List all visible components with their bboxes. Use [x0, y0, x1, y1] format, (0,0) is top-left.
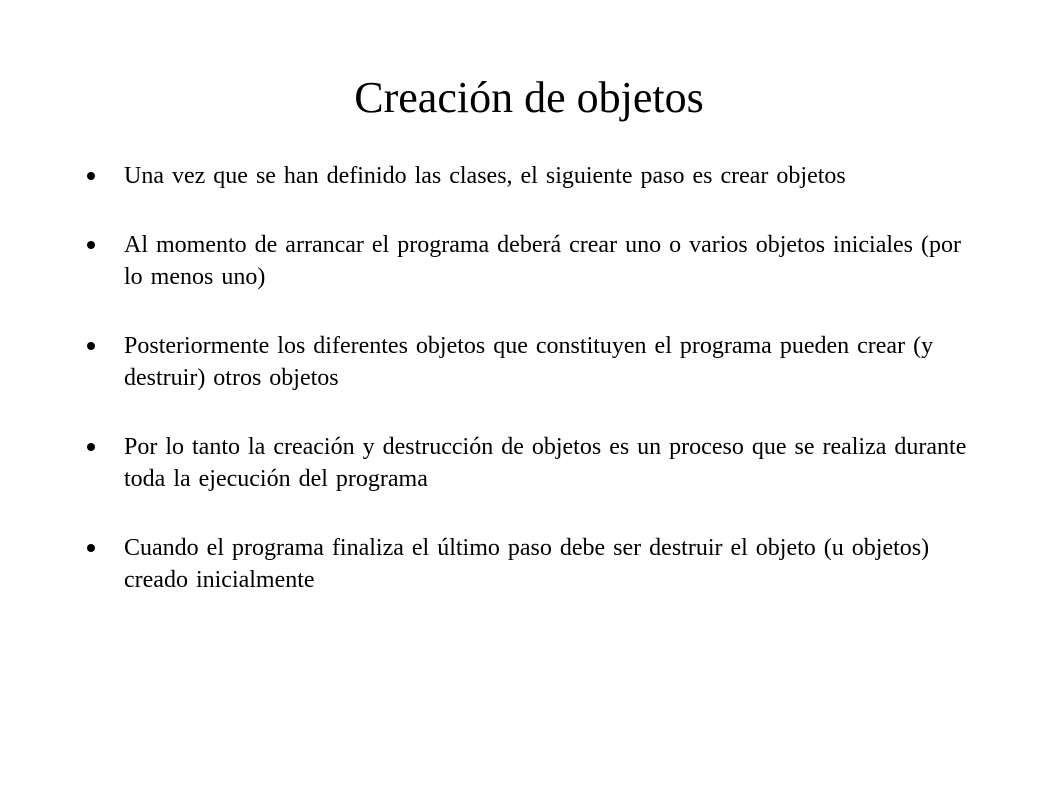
bullet-item: [86, 431, 986, 495]
slide-title: Creación de objetos: [354, 73, 704, 122]
bullet-item: [86, 160, 986, 192]
bullet-text: Una vez que se han definido las clases, el siguiente paso es crear objetos: [124, 163, 846, 189]
bullet-text: Al momento de arrancar el programa deberá crear uno o varios objetos iniciales (por lo menos uno): [124, 232, 961, 290]
bullet-dot-icon: [87, 544, 95, 552]
bullet-dot-icon: [87, 241, 95, 249]
bullet-item: [86, 532, 986, 596]
bullet-item: [86, 229, 986, 293]
bullet-dot-icon: [87, 172, 95, 180]
bullet-list: [86, 160, 986, 633]
bullet-text: Por lo tanto la creación y destrucción de objetos es un proceso que se realiza durante toda la ejecución del programa: [124, 434, 967, 492]
bullet-item: [86, 330, 986, 394]
bullet-text: Cuando el programa finaliza el último paso debe ser destruir el objeto (u objetos) creado inicialmente: [124, 535, 930, 593]
bullet-text: Posteriormente los diferentes objetos que constituyen el programa pueden crear (y destruir) otros objetos: [124, 333, 934, 391]
bullet-dot-icon: [87, 443, 95, 451]
bullet-dot-icon: [87, 342, 95, 350]
